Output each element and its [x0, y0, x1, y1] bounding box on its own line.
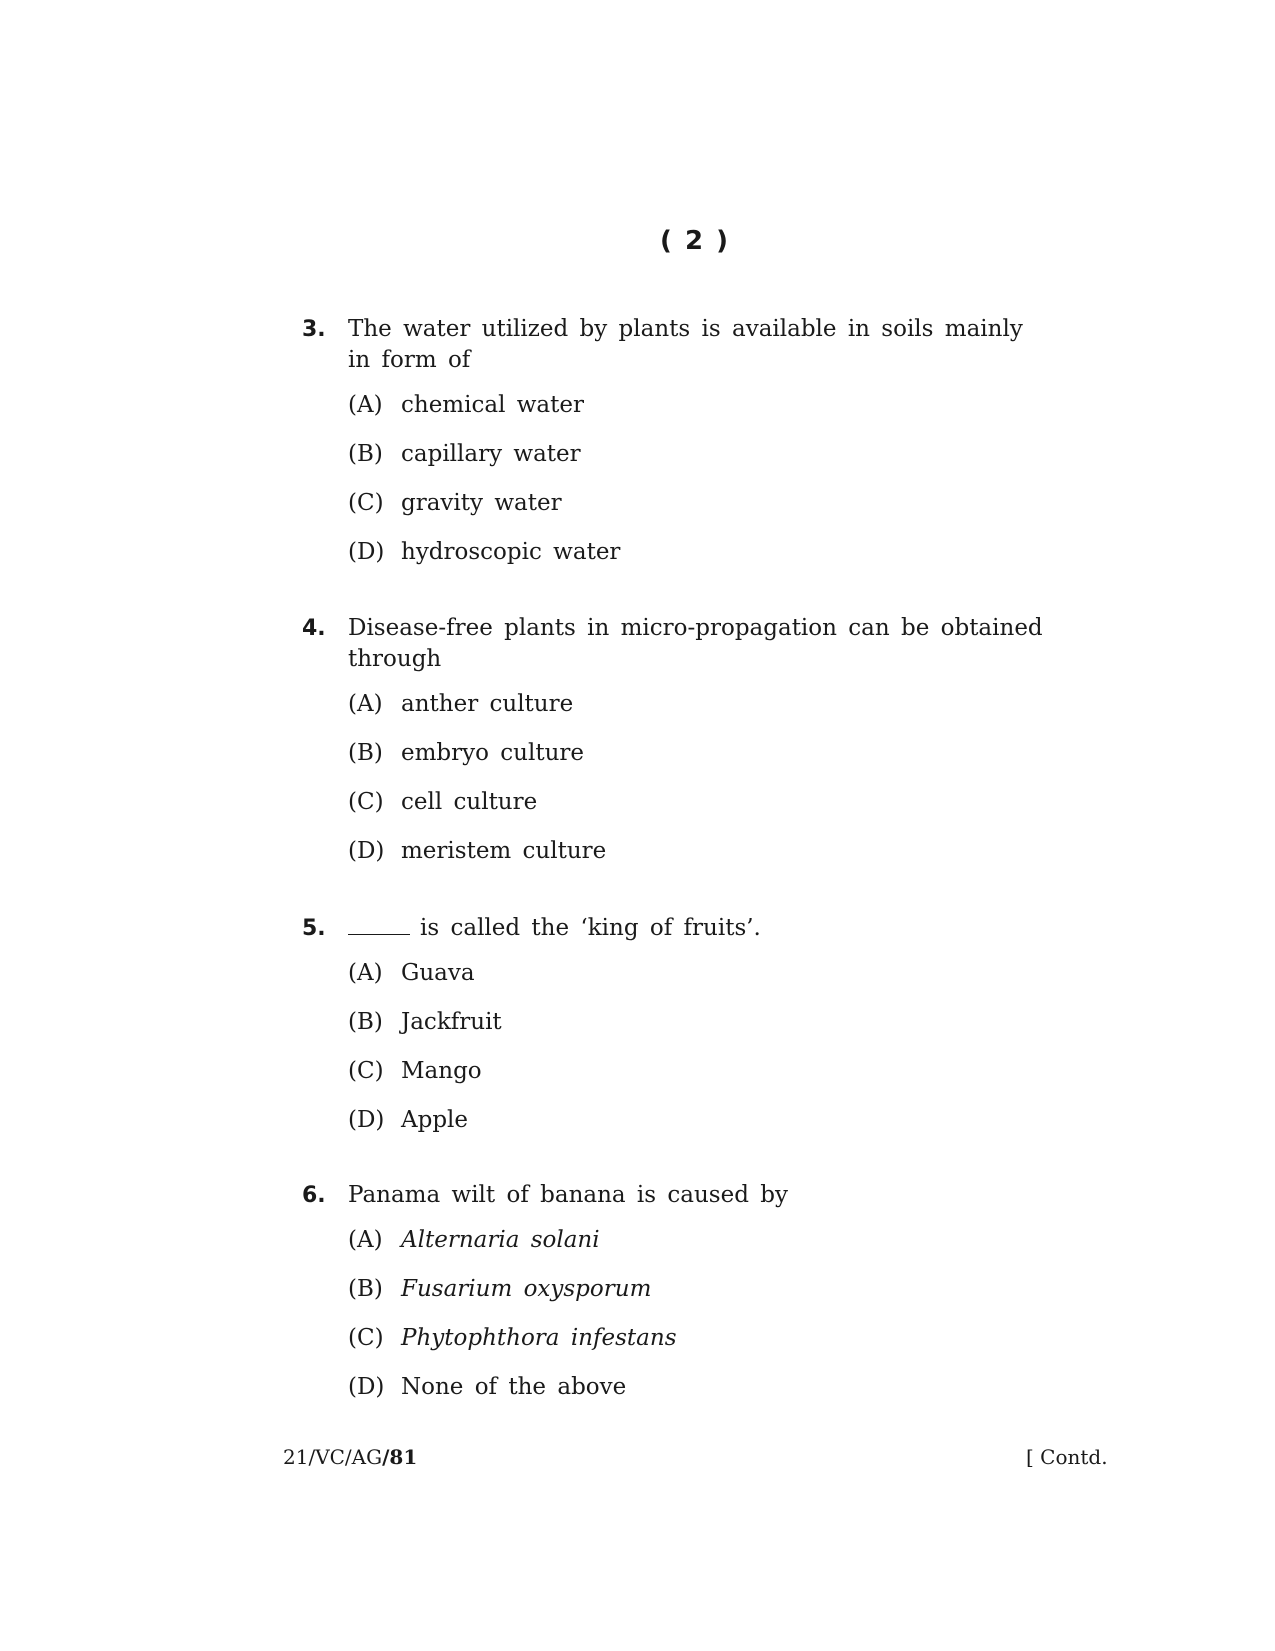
options-list: [348, 392, 1062, 588]
option-a: [348, 691, 1062, 740]
option-label: (B): [348, 1276, 383, 1302]
option-c: [348, 1325, 1062, 1374]
paper-code-prefix: 21/VC/AG: [283, 1445, 383, 1469]
option-text: anther culture: [401, 691, 574, 717]
option-label: (A): [348, 960, 383, 986]
option-b: [348, 740, 1062, 789]
paper-code-suffix: /81: [382, 1445, 418, 1469]
option-label: (D): [348, 1107, 385, 1133]
question-number: 4.: [302, 616, 326, 641]
options-list: [348, 1227, 1062, 1423]
paper-code: [283, 1445, 417, 1469]
option-b: [348, 1009, 1062, 1058]
question-4: [302, 613, 1062, 887]
option-b: [348, 1276, 1062, 1325]
question-text-line: is called the ‘king of fruits’.: [420, 915, 761, 941]
question-text: [348, 613, 1062, 675]
option-text: meristem culture: [401, 838, 607, 864]
question-6: [302, 1180, 1062, 1423]
option-text: None of the above: [401, 1374, 627, 1400]
option-c: [348, 1058, 1062, 1107]
option-c: [348, 789, 1062, 838]
question-3: [302, 314, 1062, 588]
question-text: [348, 1180, 1062, 1211]
option-text: hydroscopic water: [401, 539, 621, 565]
option-label: (A): [348, 392, 383, 418]
option-text: Jackfruit: [401, 1009, 502, 1035]
option-label: (A): [348, 691, 383, 717]
page-number: ( 2 ): [660, 226, 730, 256]
question-text-line: through: [348, 646, 442, 672]
option-label: (D): [348, 539, 385, 565]
option-c: [348, 490, 1062, 539]
option-text: Fusarium oxysporum: [401, 1276, 652, 1302]
option-d: [348, 1107, 1062, 1156]
option-text: gravity water: [401, 490, 562, 516]
option-text: Mango: [401, 1058, 482, 1084]
option-a: [348, 1227, 1062, 1276]
option-label: (A): [348, 1227, 383, 1253]
option-d: [348, 838, 1062, 887]
option-a: [348, 392, 1062, 441]
question-text-line: Panama wilt of banana is caused by: [348, 1182, 788, 1208]
option-label: (C): [348, 1325, 384, 1351]
option-text: Alternaria solani: [401, 1227, 600, 1253]
option-text: capillary water: [401, 441, 581, 467]
question-number: 5.: [302, 916, 326, 941]
question-text-line: Disease-free plants in micro-propagation can be obtained: [348, 615, 1043, 641]
option-text: Phytophthora infestans: [401, 1325, 677, 1351]
continued-marker: [ Contd.: [1026, 1445, 1108, 1469]
option-a: [348, 960, 1062, 1009]
option-text: embryo culture: [401, 740, 585, 766]
question-text-line: The water utilized by plants is available in soils mainly: [348, 316, 1023, 342]
option-text: cell culture: [401, 789, 538, 815]
options-list: [348, 960, 1062, 1156]
question-text: [348, 913, 1062, 944]
option-label: (B): [348, 1009, 383, 1035]
fill-in-blank: [348, 914, 410, 935]
option-b: [348, 441, 1062, 490]
option-label: (C): [348, 490, 384, 516]
question-5: [302, 913, 1062, 1156]
question-text: [348, 314, 1062, 376]
option-text: Guava: [401, 960, 475, 986]
option-label: (D): [348, 838, 385, 864]
option-label: (B): [348, 441, 383, 467]
option-label: (C): [348, 789, 384, 815]
option-d: [348, 1374, 1062, 1423]
option-label: (D): [348, 1374, 385, 1400]
question-number: 3.: [302, 317, 326, 342]
question-number: 6.: [302, 1183, 326, 1208]
option-label: (B): [348, 740, 383, 766]
option-d: [348, 539, 1062, 588]
question-text-line: in form of: [348, 347, 471, 373]
option-text: Apple: [401, 1107, 469, 1133]
option-label: (C): [348, 1058, 384, 1084]
option-text: chemical water: [401, 392, 584, 418]
options-list: [348, 691, 1062, 887]
